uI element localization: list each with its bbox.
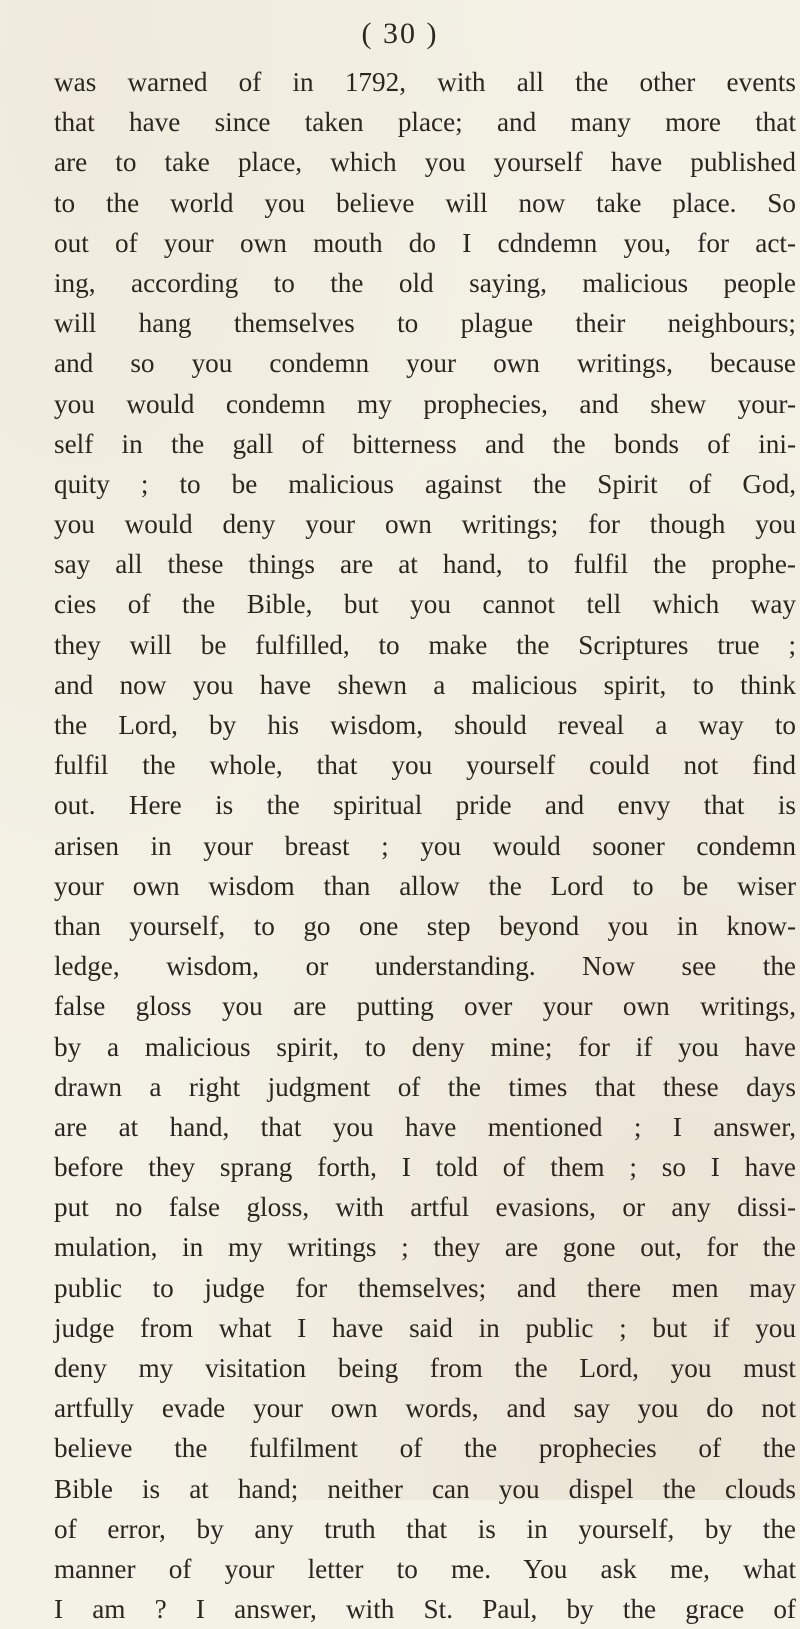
- text-line: say all these things are at hand, to fulfil the prophe-: [54, 549, 796, 580]
- text-line: ledge, wisdom, or understanding. Now see the: [54, 951, 796, 982]
- text-line: than yourself, to go one step beyond you in know-: [54, 910, 796, 941]
- text-line: artfully evade your own words, and say you do not: [54, 1393, 796, 1424]
- text-line: mulation, in my writings ; they are gone out, for the: [54, 1232, 796, 1263]
- text-line: you would condemn my prophecies, and shew your-: [54, 388, 796, 419]
- text-line: manner of your letter to me. You ask me, what: [54, 1553, 796, 1584]
- text-line: I am ? I answer, with St. Paul, by the grace of: [54, 1594, 796, 1625]
- text-line: judge from what I have said in public ; but if you: [54, 1312, 796, 1343]
- text-line: self in the gall of bitterness and the bonds of ini-: [54, 428, 796, 459]
- text-line: of error, by any truth that is in yourself, by the: [54, 1513, 796, 1544]
- text-line: they will be fulfilled, to make the Scriptures true ;: [54, 629, 796, 660]
- text-line: arisen in your breast ; you would sooner condemn: [54, 830, 796, 861]
- text-line: will hang themselves to plague their neighbours;: [54, 308, 796, 339]
- text-line: out. Here is the spiritual pride and envy that is: [54, 790, 796, 821]
- text-line: cies of the Bible, but you cannot tell which way: [54, 589, 796, 620]
- text-line: fulfil the whole, that you yourself could not find: [54, 750, 796, 781]
- text-line: false gloss you are putting over your own writings,: [54, 991, 796, 1022]
- text-line: the Lord, by his wisdom, should reveal a way to: [54, 710, 796, 740]
- text-line: to the world you believe will now take place. So: [54, 187, 796, 218]
- text-line: deny my visitation being from the Lord, you must: [54, 1353, 796, 1383]
- text-line: are at hand, that you have mentioned ; I answer,: [54, 1111, 796, 1142]
- text-line: that have since taken place; and many more that: [54, 107, 796, 138]
- text-line: you would deny your own writings; for though you: [54, 509, 796, 540]
- body-text: [54, 62, 796, 1629]
- text-line: put no false gloss, with artful evasions, or any dissi-: [54, 1192, 796, 1223]
- text-line: believe the fulfilment of the prophecies of the: [54, 1433, 796, 1464]
- text-line: Bible is at hand; neither can you dispel the clouds: [54, 1473, 796, 1504]
- text-line: by a malicious spirit, to deny mine; for if you have: [54, 1031, 796, 1062]
- text-line: and so you condemn your own writings, because: [54, 348, 796, 379]
- text-line: before they sprang forth, I told of them ; so I have: [54, 1152, 796, 1183]
- text-line: quity ; to be malicious against the Spirit of God,: [54, 468, 796, 499]
- text-line: ing, according to the old saying, malicious people: [54, 267, 796, 298]
- page-number: ( 30 ): [361, 17, 439, 50]
- text-line: and now you have shewn a malicious spirit, to think: [54, 669, 796, 700]
- text-line: was warned of in 1792, with all the other events: [54, 67, 796, 97]
- text-line: are to take place, which you yourself have published: [54, 147, 796, 178]
- text-line: your own wisdom than allow the Lord to be wiser: [54, 870, 796, 901]
- text-line: public to judge for themselves; and there men may: [54, 1272, 796, 1303]
- text-line: drawn a right judgment of the times that these days: [54, 1071, 796, 1102]
- text-line: out of your own mouth do I cdndemn you, for act-: [54, 227, 796, 258]
